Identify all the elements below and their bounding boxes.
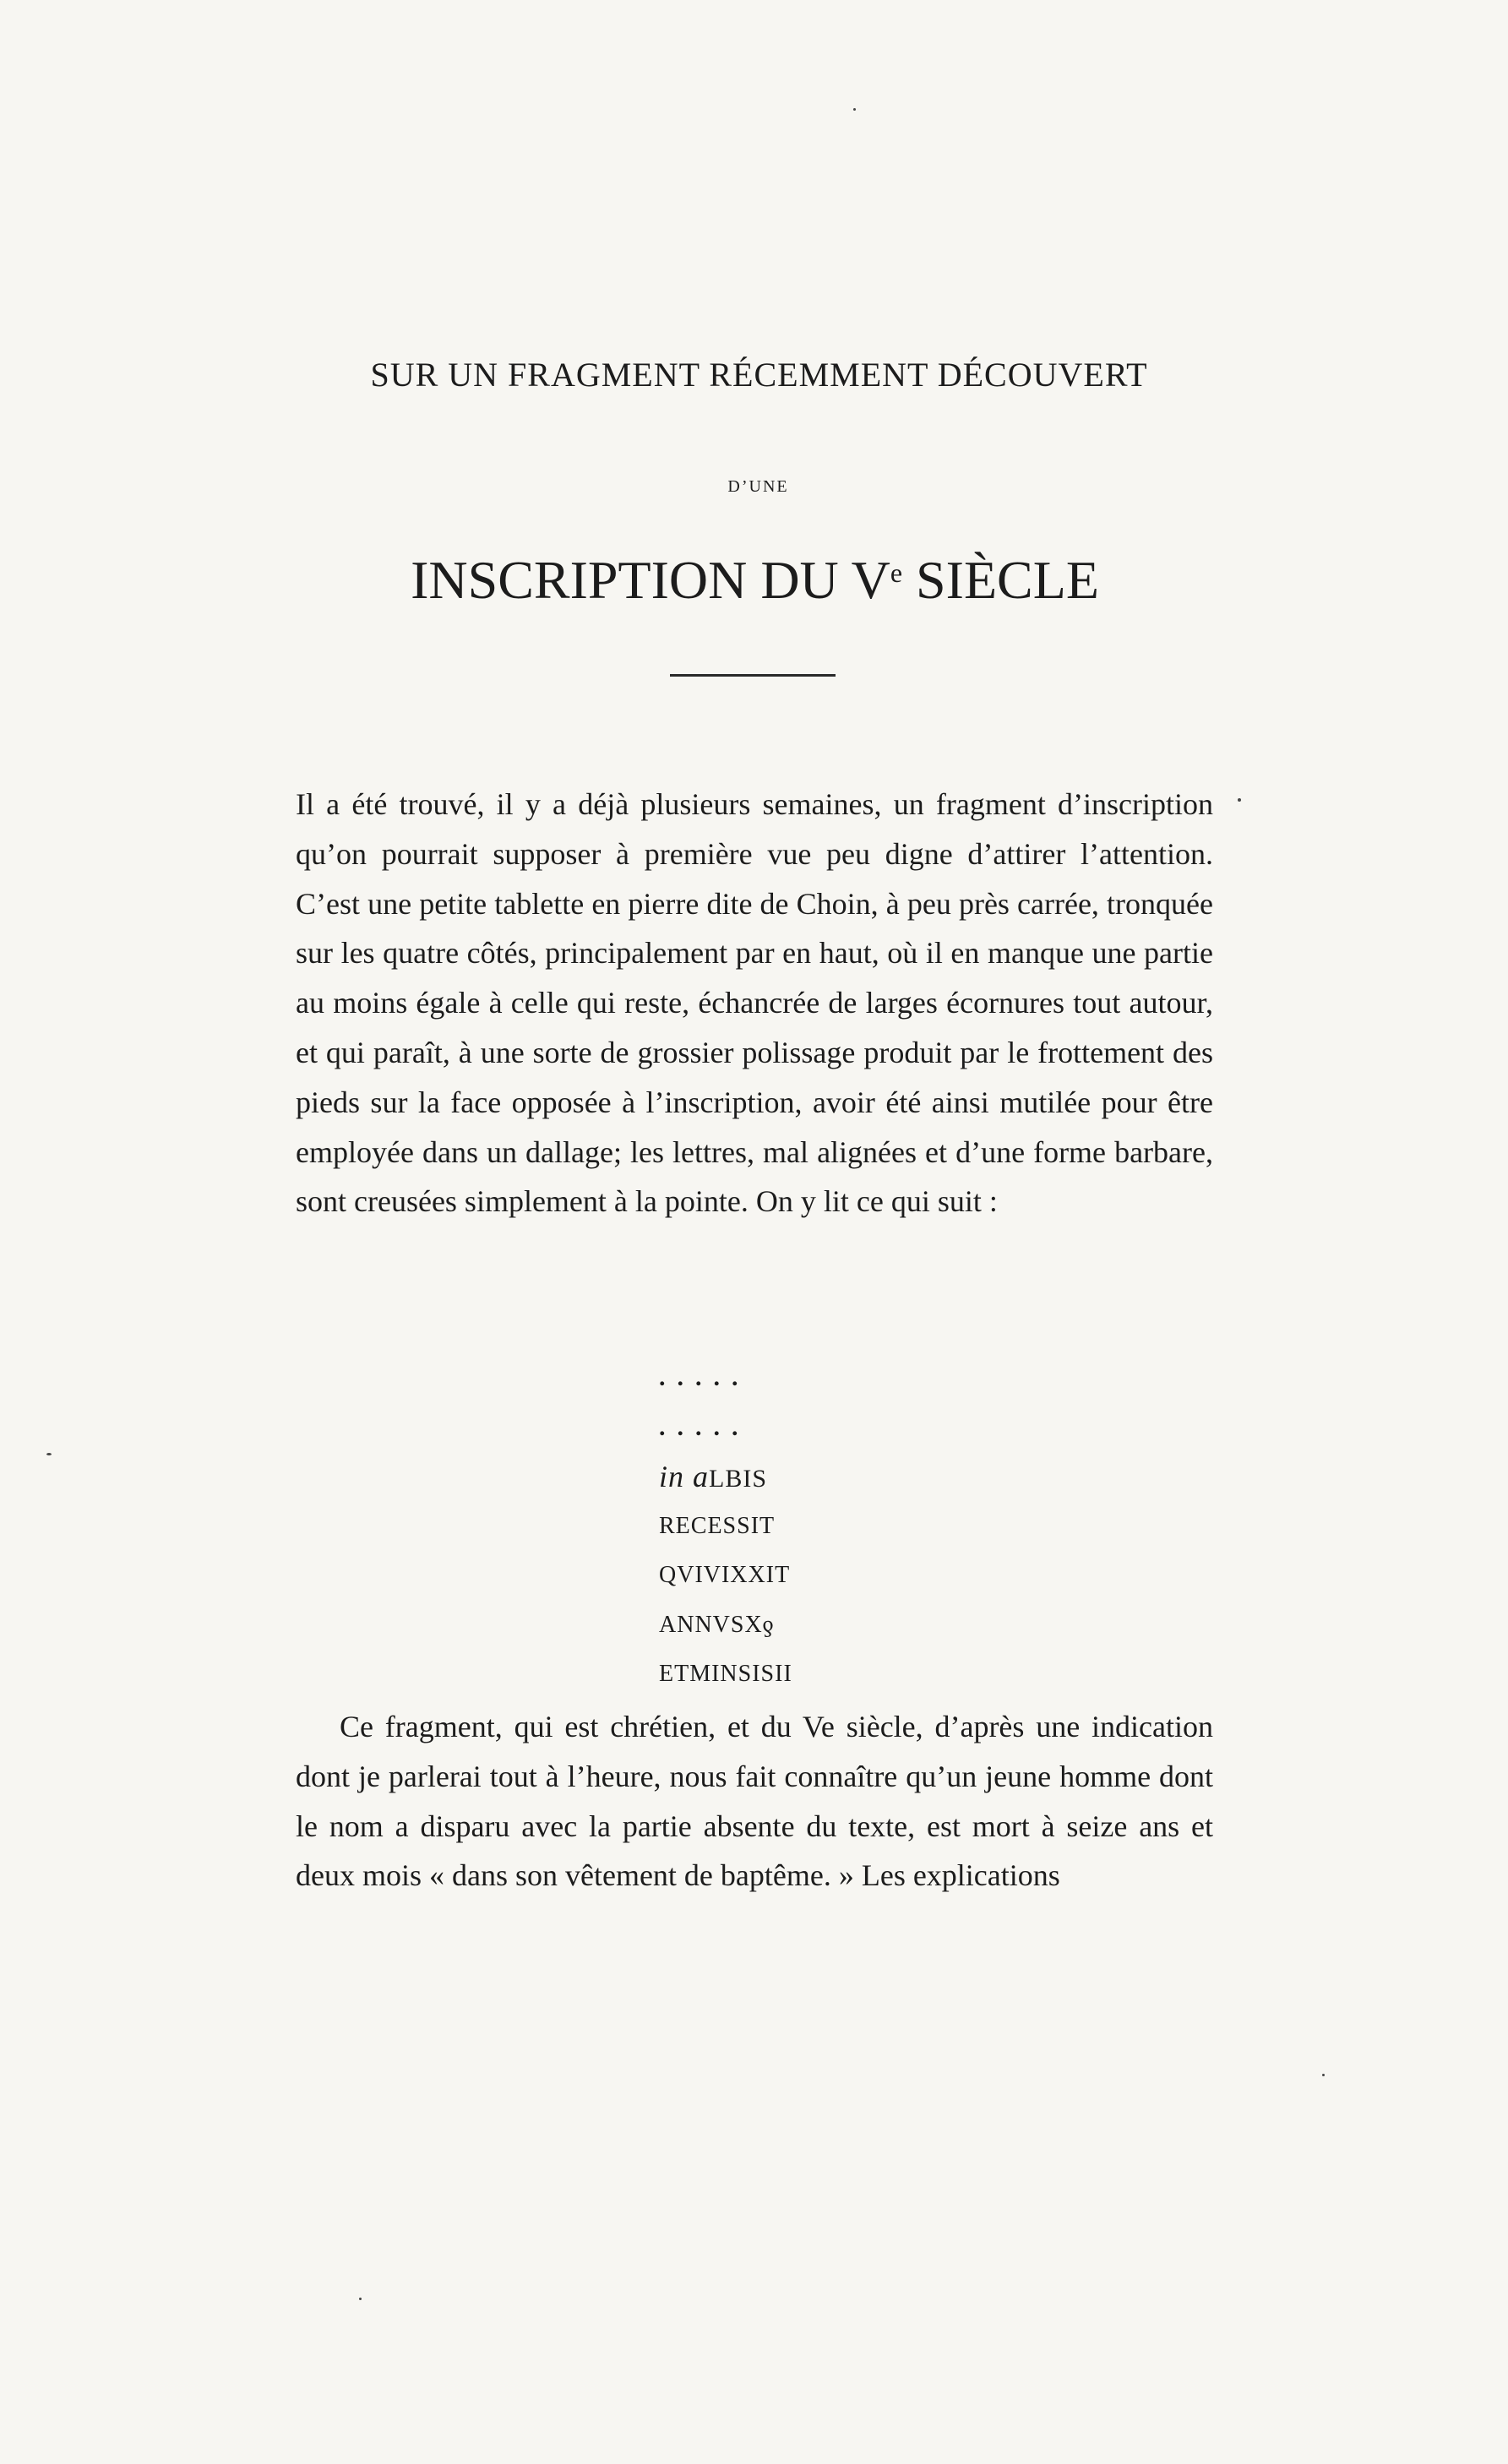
title-superscript: e	[890, 558, 903, 588]
inscription-line-2: RECESSIT	[659, 1512, 776, 1539]
inscription-line-3: QVIVIXXIT	[659, 1562, 791, 1588]
scan-speck	[46, 1453, 52, 1455]
title-end: SIÈCLE	[902, 550, 1099, 610]
title-connector: D’UNE	[727, 477, 789, 496]
scan-speck	[1322, 2074, 1325, 2076]
article-kicker: SUR UN FRAGMENT RÉCEMMENT DÉCOUVERT	[370, 356, 1148, 394]
inscription-lacuna-dots: .....	[659, 1412, 750, 1441]
body-paragraph-1: Il a été trouvé, il y a déjà plusieurs semaines, un fragment d’inscription qu’on pourrait supposer à première vue peu digne d’attirer l’attention. C’est une petite tablette en pierre dite de Choin, à peu près carrée, tronquée sur les quatre côtés, principalement par en haut, où il en manque une partie au moins égale à celle qui reste, échancrée de larges écornures tout autour, et qui paraît, à une sorte de grossier polissage produit par le frottement des pieds sur la face opposée à l’inscription, avoir été ainsi mutilée pour être employée dans un dallage; les lettres, mal alignées et d’une forme barbare, sont creusées simplement à la pointe. On y lit ce qui suit :	[296, 787, 1213, 1219]
title-divider	[670, 674, 836, 677]
body-paragraph-2: Ce fragment, qui est chrétien, et du Ve siècle, d’après une indication dont je parlerai tout à l’heure, nous fait connaître qu’un jeune homme dont le nom a disparu avec la partie absente du texte, est mort à seize ans et deux mois « dans son vêtement de baptême. » Les explications	[296, 1710, 1213, 1893]
article-title	[0, 549, 1508, 612]
scan-speck	[359, 2298, 362, 2300]
scan-speck	[853, 108, 856, 111]
scan-speck	[1238, 798, 1241, 802]
inscription-line-4: ANNVSXƍ	[659, 1611, 775, 1638]
inscription-line-1	[659, 1452, 997, 1502]
inscription-italic-part: in a	[659, 1460, 710, 1493]
inscription-caps-part: LBIS	[709, 1465, 768, 1493]
inscription-line-5: ETMINSISII	[659, 1661, 792, 1687]
title-main: INSCRIPTION DU V	[411, 550, 890, 610]
inscription-lacuna-dots: .....	[659, 1363, 750, 1391]
inscription-transcription	[659, 1353, 997, 1700]
